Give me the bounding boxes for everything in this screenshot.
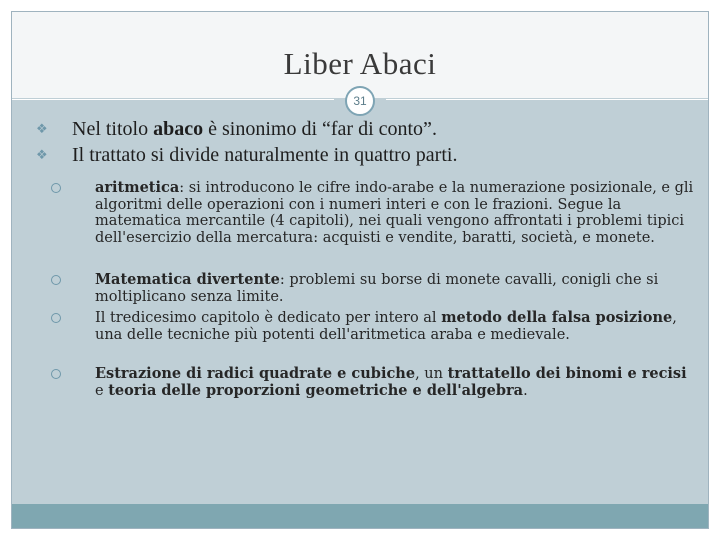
text-run: : si introducono le cifre indo-arabe e la numerazione posizionale, e gli algoritmi delle operazioni con i numeri interi e con le frazioni. Segue la matematica mercantile (4 capitoli), nei quali vengono affrontati i problemi tipici dell'esercizio della mercatura: acquisti e vendite, baratti, società, e monete.: [95, 180, 694, 246]
title-divider-left: [12, 99, 334, 100]
text-run: , un: [415, 366, 448, 382]
bold-text-run: abaco: [153, 118, 204, 140]
bullet-item: [36, 144, 458, 167]
sub-bullet-item: [95, 366, 695, 399]
bullet-text: [72, 118, 437, 140]
bold-text-run: Matematica divertente: [95, 271, 280, 288]
text-run: è sinonimo di “far di conto”.: [203, 118, 437, 140]
circle-bullet-icon: [51, 183, 61, 193]
text-run: e: [95, 382, 109, 399]
slide-frame: [11, 11, 709, 529]
sub-bullet-text: [95, 366, 687, 399]
text-run: Il trattato si divide naturalmente in quattro parti.: [72, 144, 458, 166]
circle-bullet-icon: [51, 313, 61, 323]
title-divider-right: [386, 99, 708, 100]
sub-bullet-text: [95, 180, 693, 246]
slide-title: Liber Abaci: [283, 46, 437, 81]
bullet-item: [36, 118, 437, 141]
bullet-text: [72, 144, 457, 166]
bullet-arrow-icon: ❖: [36, 147, 48, 162]
sub-bullet-text: [95, 310, 677, 343]
bullet-arrow-icon: ❖: [36, 121, 48, 136]
slide-number-badge: 31: [345, 86, 375, 116]
text-run: .: [523, 382, 528, 399]
sub-bullet-text: [95, 272, 658, 305]
circle-bullet-icon: [51, 369, 61, 379]
bold-text-run: teoria delle proporzioni geometriche e dell'algebra: [108, 381, 524, 399]
sub-bullet-item: [95, 310, 695, 343]
bold-text-run: metodo della falsa posizione: [441, 309, 673, 326]
text-run: : problemi su borse di monete cavalli, conigli che si moltiplicano senza limite.: [95, 272, 659, 305]
text-run: , una delle tecniche più potenti dell'aritmetica araba e medievale.: [95, 310, 677, 343]
footer-band: [12, 504, 708, 528]
text-run: Il tredicesimo capitolo è dedicato per intero al: [95, 310, 442, 326]
bold-text-run: Estrazione di radici quadrate e cubiche: [95, 365, 416, 382]
sub-bullet-item: [95, 272, 695, 305]
sub-bullet-item: [95, 180, 695, 246]
circle-bullet-icon: [51, 275, 61, 285]
bold-text-run: trattatello dei binomi e recisi: [447, 365, 687, 382]
bold-text-run: aritmetica: [95, 179, 180, 196]
text-run: Nel titolo: [72, 118, 154, 140]
